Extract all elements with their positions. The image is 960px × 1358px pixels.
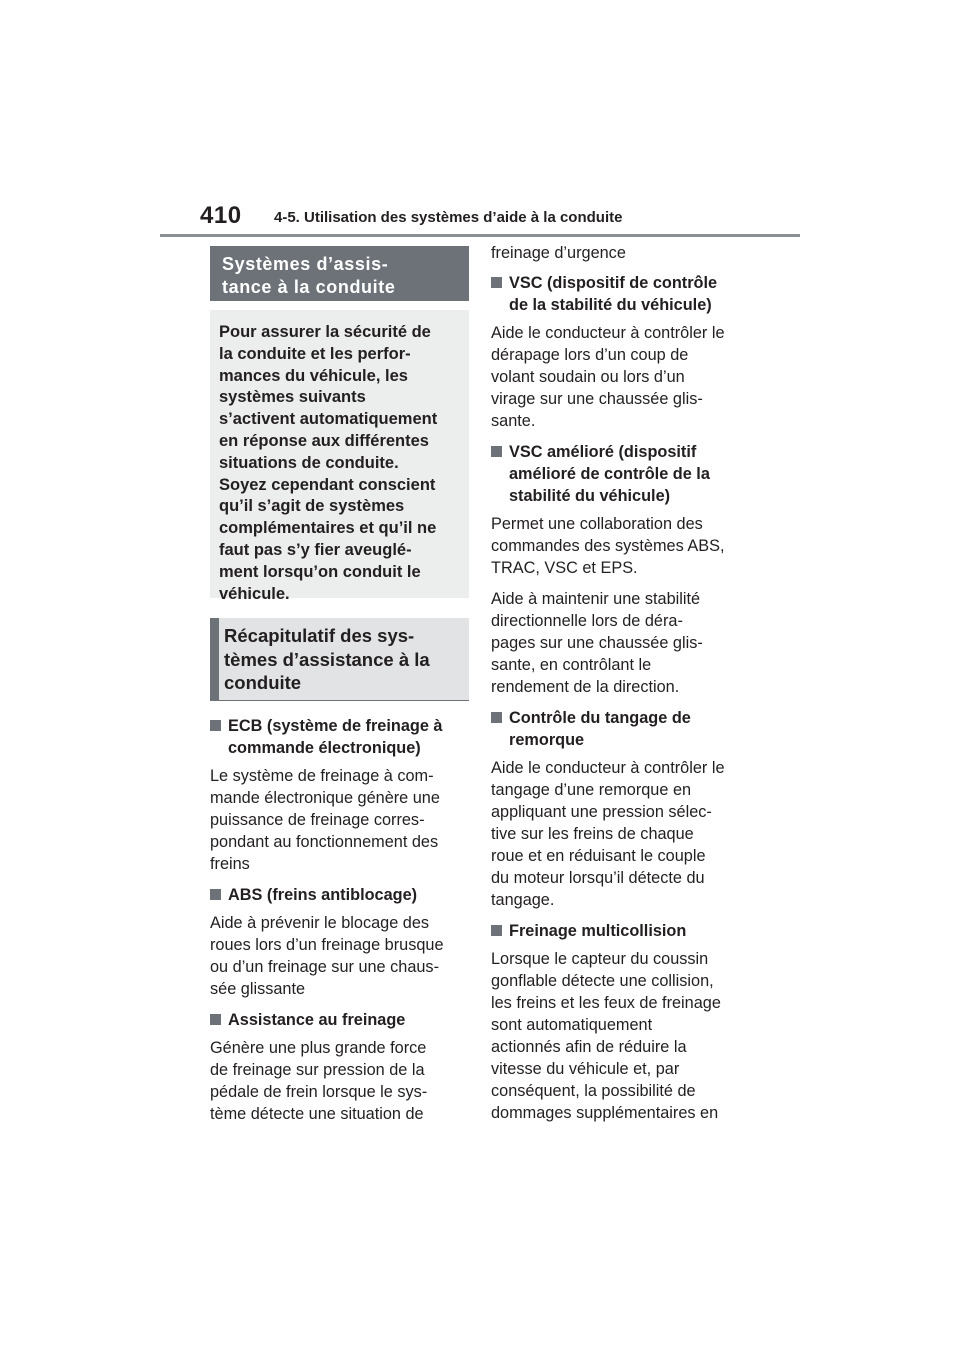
system-item-title-line: commande électronique) <box>228 739 421 757</box>
description-line: pédale de frein lorsque le sys- <box>210 1083 428 1101</box>
system-item-description <box>491 513 749 579</box>
description-line: dommages supplémentaires en <box>491 1104 719 1122</box>
description-line: actionnés afin de réduire la <box>491 1038 687 1056</box>
section-title: 4-5. Utilisation des systèmes d’aide à la conduite <box>274 209 623 226</box>
description-line: du moteur lorsqu’il détecte du <box>491 869 705 887</box>
description-line: commandes des systèmes ABS, <box>491 537 725 555</box>
system-item <box>491 272 749 432</box>
description-line: Lorsque le capteur du coussin <box>491 950 709 968</box>
square-bullet-icon <box>210 1014 221 1025</box>
description-line: pondant au fonctionnement des <box>210 833 439 851</box>
system-item-title-line: ECB (système de freinage à <box>228 717 443 735</box>
system-item-title-line: amélioré de contrôle de la <box>509 465 710 483</box>
intro-line: véhicule. <box>219 584 290 603</box>
continued-text: freinage d’urgence <box>491 244 626 262</box>
sub-heading-line: conduite <box>224 672 302 693</box>
description-line: volant soudain ou lors d’un <box>491 368 685 386</box>
intro-line: ment lorsqu’on conduit le <box>219 562 421 581</box>
system-item-title-line: Contrôle du tangage de <box>509 709 691 727</box>
system-item-title-line: de la stabilité du véhicule) <box>509 296 712 314</box>
description-line: sante. <box>491 412 536 430</box>
square-bullet-icon <box>210 720 221 731</box>
sub-heading <box>210 618 469 700</box>
intro-line: Pour assurer la sécurité de <box>219 323 431 341</box>
system-item <box>210 884 469 1000</box>
description-line: tème détecte une situation de <box>210 1105 424 1123</box>
description-line: Permet une collaboration des <box>491 515 703 533</box>
sub-heading-line: tèmes d’assistance à la <box>224 648 430 670</box>
description-line: gonflable détecte une collision, <box>491 972 714 990</box>
description-line: Aide à prévenir le blocage des <box>210 914 430 932</box>
sub-heading-rule <box>210 700 469 701</box>
description-line: vitesse du véhicule et, par <box>491 1060 680 1078</box>
system-item-title-line: remorque <box>509 731 585 749</box>
description-line: sont automatiquement <box>491 1016 653 1034</box>
system-item-description <box>210 1037 469 1125</box>
intro-line: situations de conduite. <box>219 453 399 472</box>
intro-line: systèmes suivants <box>219 388 366 407</box>
description-line: Aide le conducteur à contrôler le <box>491 324 725 342</box>
system-item-title-line: stabilité du véhicule) <box>509 487 671 505</box>
description-line: virage sur une chaussée glis- <box>491 390 703 408</box>
description-line: freins <box>210 855 250 873</box>
description-line: tangage d’une remorque en <box>491 781 692 799</box>
intro-line: mances du véhicule, les <box>219 366 408 385</box>
description-line: puissance de freinage corres- <box>210 811 425 829</box>
system-item-title-line: VSC amélioré (dispositif <box>509 443 697 461</box>
system-item <box>210 715 469 875</box>
left-column <box>210 246 469 1125</box>
description-line: TRAC, VSC et EPS. <box>491 559 638 577</box>
system-item <box>491 920 749 1124</box>
system-item-title <box>491 920 749 942</box>
system-item-title <box>491 441 749 507</box>
system-item-title-line: ABS (freins antiblocage) <box>228 886 418 904</box>
system-item-description <box>210 765 469 875</box>
system-item-description <box>210 912 469 1000</box>
description-line: Le système de freinage à com- <box>210 767 434 785</box>
sub-heading-line: Récapitulatif des sys- <box>224 625 415 646</box>
system-item-title-line: Freinage multicollision <box>509 922 687 940</box>
intro-line: qu’il s’agit de systèmes <box>219 497 405 516</box>
intro-line: en réponse aux différentes <box>219 431 429 450</box>
description-line: les freins et les feux de freinage <box>491 994 721 1012</box>
system-item-description <box>491 757 749 911</box>
system-item-title <box>210 1009 469 1031</box>
system-item-title-line: Assistance au freinage <box>228 1011 406 1029</box>
description-line: roues lors d’un freinage brusque <box>210 936 444 954</box>
system-item-title <box>491 707 749 751</box>
description-line: tive sur les freins de chaque <box>491 825 694 843</box>
system-item-title <box>210 715 469 759</box>
square-bullet-icon <box>491 712 502 723</box>
system-item <box>210 1009 469 1125</box>
description-line: Aide à maintenir une stabilité <box>491 590 701 608</box>
description-line: Génère une plus grande force <box>210 1039 427 1057</box>
description-line: roue et en réduisant le couple <box>491 847 706 865</box>
system-item <box>491 707 749 911</box>
system-item-title-line: VSC (dispositif de contrôle <box>509 274 718 292</box>
square-bullet-icon <box>210 889 221 900</box>
main-heading-line: Systèmes d’assis- <box>222 254 389 274</box>
description-line: rendement de la direction. <box>491 678 680 696</box>
intro-line: la conduite et les perfor- <box>219 344 411 363</box>
page-number: 410 <box>200 202 242 229</box>
square-bullet-icon <box>491 277 502 288</box>
square-bullet-icon <box>491 925 502 936</box>
system-item-title <box>210 884 469 906</box>
system-item-title <box>491 272 749 316</box>
right-item-list <box>491 272 749 1124</box>
main-heading <box>210 246 469 301</box>
system-item-description-extra <box>491 588 749 698</box>
intro-line: faut pas s’y fier aveuglé- <box>219 540 412 559</box>
system-item-description <box>491 948 749 1124</box>
description-line: appliquant une pression sélec- <box>491 803 712 821</box>
system-item <box>491 441 749 698</box>
intro-box <box>210 310 469 603</box>
description-line: Aide le conducteur à contrôler le <box>491 759 725 777</box>
system-item-description <box>491 322 749 432</box>
description-line: ou d’un freinage sur une chaus- <box>210 958 439 976</box>
intro-line: complémentaires et qu’il ne <box>219 519 437 538</box>
page-header <box>160 200 800 237</box>
intro-line: Soyez cependant conscient <box>219 475 436 494</box>
description-line: pages sur une chaussée glis- <box>491 634 703 652</box>
right-column <box>491 246 749 1124</box>
description-line: sée glissante <box>210 980 306 998</box>
description-line: dérapage lors d’un coup de <box>491 346 689 364</box>
description-line: conséquent, la possibilité de <box>491 1082 696 1100</box>
square-bullet-icon <box>491 446 502 457</box>
description-line: mande électronique génère une <box>210 789 440 807</box>
intro-line: s’activent automatiquement <box>219 410 438 429</box>
description-line: directionnelle lors de déra- <box>491 612 683 630</box>
description-line: sante, en contrôlant le <box>491 656 652 674</box>
main-heading-line: tance à la conduite <box>222 277 396 297</box>
description-line: tangage. <box>491 891 555 909</box>
left-item-list <box>210 715 469 1125</box>
description-line: de freinage sur pression de la <box>210 1061 425 1079</box>
